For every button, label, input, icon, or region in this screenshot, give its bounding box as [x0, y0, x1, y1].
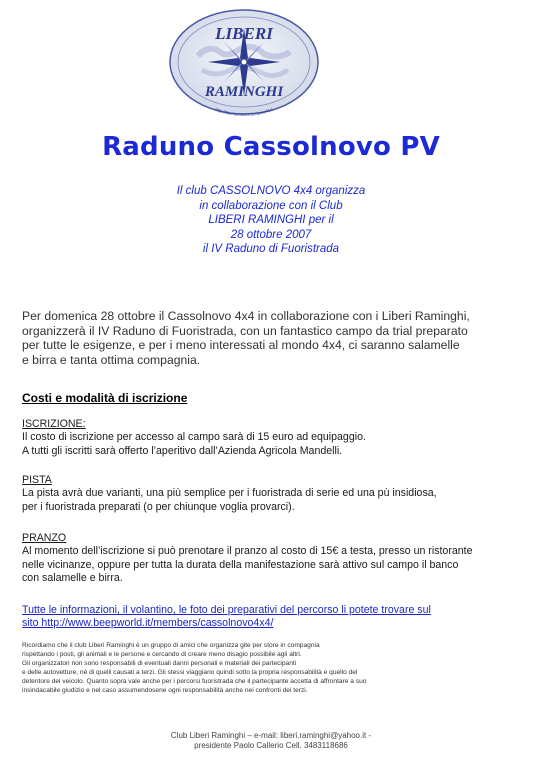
fine-print-line: e delle autovetture, né di quelli causati a terzi. Gli stessi viaggiano quindi sotto la propria responsabilità e quello del — [22, 668, 358, 676]
club-logo — [168, 8, 320, 116]
logo-text-top: LIBERI — [215, 24, 273, 43]
subtitle-line: il IV Raduno di Fuoristrada — [202, 243, 340, 255]
disclaimer-fine-print — [22, 642, 534, 695]
subtitle-line: Il club CASSOLNOVO 4x4 organizza — [176, 185, 366, 197]
intro-paragraph — [22, 309, 530, 367]
pista-line: La pista avrà due varianti, una più semplice per i fuoristrada di serie ed una pù insidiosa, — [22, 487, 437, 500]
pista-line: per i fuoristrada preparati (o per chiunque voglia provarci). — [22, 500, 295, 513]
logo-text-bottom: RAMINGHI — [204, 84, 284, 100]
fine-print-line: detentore del veicolo. Quanto sopra vale anche per i percorsi fuoristrada che il partecipante accetta di affrontare a suo — [22, 677, 367, 685]
iscrizione-line: A tutti gli iscritti sarà offerto l’aperitivo dall’Azienda Agricola Mandelli. — [22, 444, 343, 457]
intro-line: Per domenica 28 ottobre il Cassolnovo 4x4 in collaborazione con i Liberi Raminghi, — [22, 309, 470, 323]
pista-section — [22, 474, 537, 514]
subtitle-line: in collaborazione con il Club — [199, 199, 343, 212]
fine-print-line: insindacabile giudizio e nel caso assumendosene ogni responsabilità anche nei confronti dei terzi. — [22, 686, 308, 694]
info-link-block[interactable] — [22, 604, 431, 630]
footer-line: Club Liberi Raminghi – e-mail: liberi.raminghi@yahoo.it - — [170, 731, 372, 740]
fine-print-line: rispettando i posti, gli animali e le persone e cercando di creare meno disagio possibile agli altri. — [22, 650, 302, 658]
info-line: Tutte le informazioni, il volantino, le foto dei preparativi del percorso li potete trovare sul — [22, 604, 431, 616]
iscrizione-heading: ISCRIZIONE: — [22, 418, 86, 430]
page-title: Raduno Cassolnovo PV — [102, 132, 440, 162]
fine-print-line: Ricordiamo che il club Liberi Raminghi è un gruppo di amici che organizza gite per store in compagnia — [22, 642, 320, 649]
subtitle-line: 28 ottobre 2007 — [230, 228, 312, 241]
pranzo-heading: PRANZO — [22, 532, 67, 544]
event-subtitle — [0, 184, 542, 257]
footer-line: presidente Paolo Callerio Cell. 3483118686 — [194, 741, 348, 750]
intro-line: e birra e tanta ottima compagnia. — [22, 352, 201, 367]
iscrizione-line: Il costo di iscrizione per accesso al campo sarà di 15 euro ad equipaggio. — [22, 431, 366, 444]
pranzo-line: nelle vicinanze, oppure per tutta la durata della manifestazione sarà attivo sul campo il banco — [22, 558, 459, 571]
logo-url: http://liberiraminghi.beepworld.it — [214, 106, 274, 116]
website-link[interactable]: sito http://www.beepworld.it/members/cassolnovo4x4/ — [22, 617, 274, 629]
pranzo-line: Al momento dell’iscrizione si può prenotare il pranzo al costo di 15€ a testa, presso un ristorante — [22, 545, 473, 558]
fine-print-line: Gli organizzatori non sono responsabili di eventuali danni personali e materiali dei partecipanti — [22, 659, 297, 667]
intro-line: per tutte le esigenze, e per i meno interessati al mondo 4x4, ci saranno salamelle — [22, 338, 460, 353]
footer-contact — [0, 731, 542, 751]
costs-section-heading: Costi e modalità di iscrizione — [22, 391, 188, 405]
intro-line: organizzerà il IV Raduno di Fuoristrada, con un fantastico campo da trial preparato — [22, 323, 468, 338]
subtitle-line: LIBERI RAMINGHI per il — [208, 214, 334, 226]
pranzo-section — [22, 532, 537, 586]
pista-heading: PISTA — [22, 474, 52, 486]
pranzo-line: con salamelle e birra. — [22, 572, 123, 585]
iscrizione-section — [22, 418, 537, 458]
